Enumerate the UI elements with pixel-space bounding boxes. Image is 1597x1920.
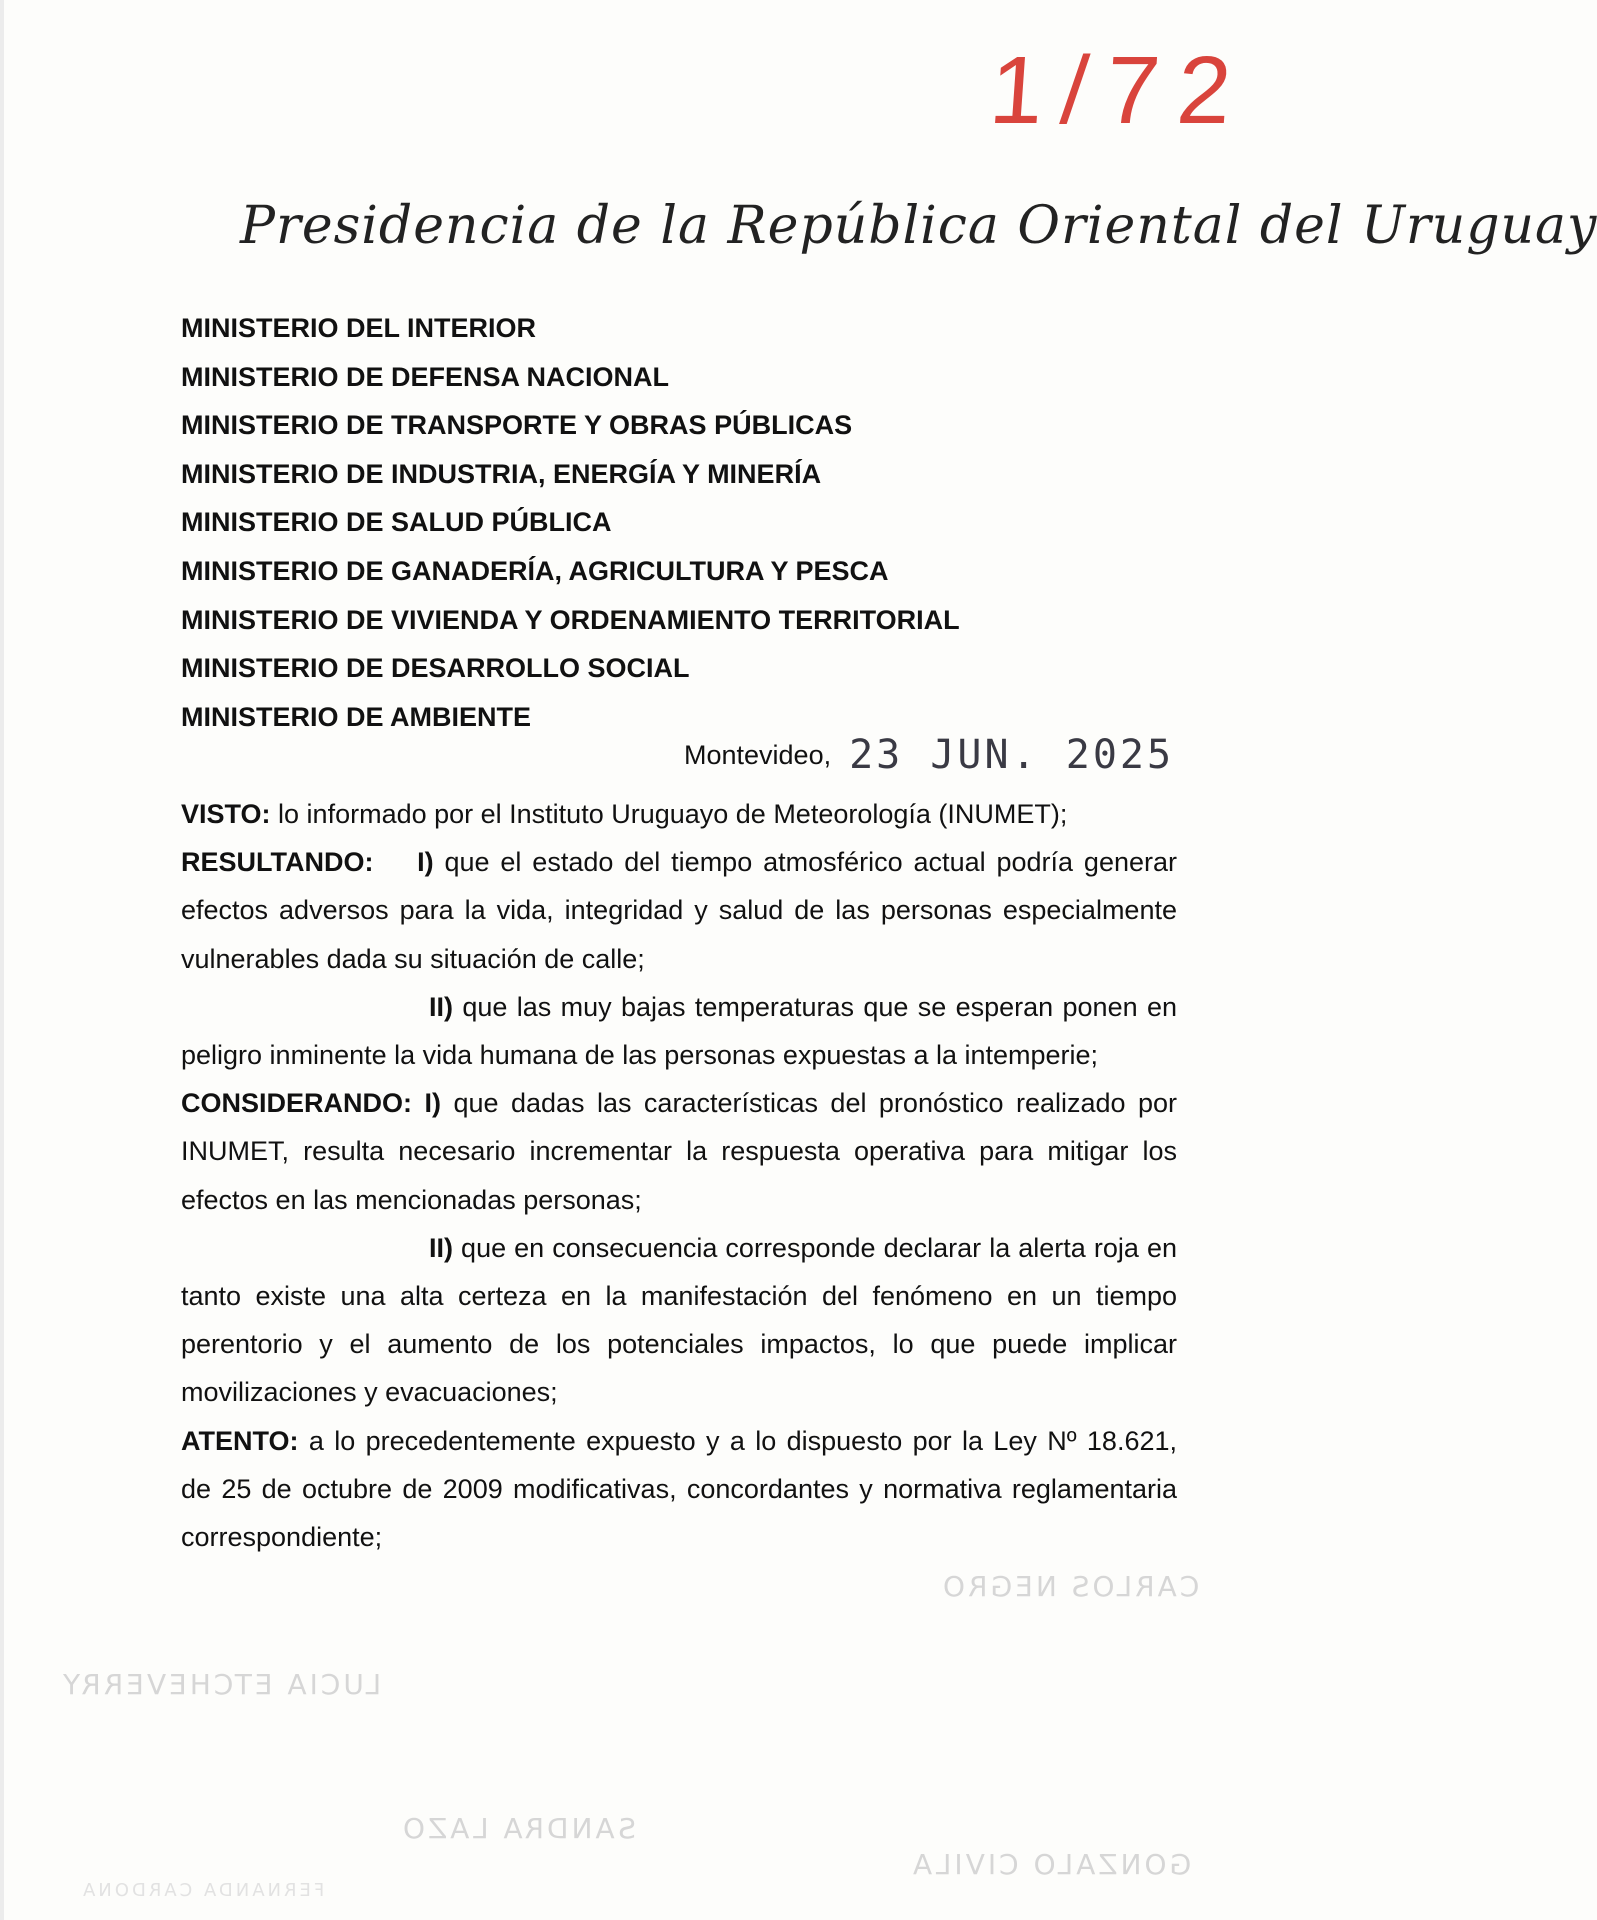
- ministry-item: MINISTERIO DE DEFENSA NACIONAL: [181, 361, 670, 392]
- visto-paragraph: [181, 790, 1177, 838]
- considerando-ii-text: que en consecuencia corresponde declarar la alerta roja en tanto existe una alta certeza en la manifestación del fenómeno en un tiempo perentorio y el aumento de los potenciales impactos, lo que puede implicar movilizaciones y evacuaciones;: [181, 1232, 1177, 1408]
- visto-text: lo informado por el Instituto Uruguayo de Meteorología (INUMET);: [270, 799, 1068, 829]
- atento-text: a lo precedentemente expuesto y a lo dispuesto por la Ley Nº 18.621, de 25 de octubre de 2009 modificativas, concordantes y normativa reglamentaria correspondiente;: [181, 1425, 1177, 1553]
- folio-stamp: 1/72: [986, 37, 1253, 144]
- document-body: [181, 790, 1177, 1561]
- considerando-i-label: I): [424, 1088, 441, 1119]
- considerando-label: CONSIDERANDO:: [181, 1088, 413, 1119]
- date-stamp: 23 JUN. 2025: [849, 732, 1175, 778]
- resultando-ii-label: II): [429, 991, 453, 1022]
- resultando-i-label: I): [417, 847, 434, 878]
- ministry-item: MINISTERIO DEL INTERIOR: [181, 313, 537, 343]
- ministry-item: MINISTERIO DE AMBIENTE: [181, 701, 532, 732]
- date-line: [684, 732, 1174, 778]
- ministry-item: MINISTERIO DE SALUD PÚBLICA: [181, 507, 612, 538]
- visto-label: VISTO:: [181, 799, 271, 829]
- date-place: Montevideo,: [684, 740, 832, 770]
- considerando-i-text: que dadas las características del pronóstico realizado por INUMET, resulta necesario incrementar la respuesta operativa para mitigar los efectos en las mencionadas personas;: [181, 1088, 1177, 1215]
- resultando-ii-paragraph: [181, 983, 1177, 1079]
- ministries-list: [181, 304, 960, 741]
- bleed-through-name: SANDRA LAZO: [400, 1812, 636, 1845]
- page-edge: [0, 0, 4, 1920]
- letterhead: Presidencia de la República Oriental del Uruguay: [240, 196, 1597, 256]
- ministry-item: MINISTERIO DE TRANSPORTE Y OBRAS PÚBLICAS: [181, 410, 853, 441]
- ministry-item: MINISTERIO DE DESARROLLO SOCIAL: [181, 653, 690, 684]
- resultando-ii-text: que las muy bajas temperaturas que se esperan ponen en peligro inminente la vida humana de las personas expuestas a la intemperie;: [181, 991, 1177, 1071]
- ministry-item: MINISTERIO DE GANADERÍA, AGRICULTURA Y PESCA: [181, 555, 889, 586]
- bleed-through-name: FERNANDA CARDONA: [80, 1880, 325, 1901]
- bleed-through-name: GONZALO CIVILA: [910, 1848, 1192, 1881]
- ministry-item: MINISTERIO DE VIVIENDA Y ORDENAMIENTO TERRITORIAL: [181, 604, 960, 635]
- considerando-i-paragraph: [181, 1079, 1177, 1224]
- atento-paragraph: [181, 1417, 1177, 1562]
- resultando-label: RESULTANDO:: [181, 847, 374, 878]
- resultando-i-text: que el estado del tiempo atmosférico actual podría generar efectos adversos para la vida, integridad y salud de las personas especialmente vulnerables dada su situación de calle;: [181, 847, 1177, 974]
- resultando-i-paragraph: [181, 838, 1177, 983]
- bleed-through-name: CARLOS NEGRO: [940, 1570, 1200, 1603]
- ministry-item: MINISTERIO DE INDUSTRIA, ENERGÍA Y MINERÍA: [181, 458, 822, 489]
- atento-label: ATENTO:: [181, 1425, 299, 1456]
- bleed-through-name: LUCIA ETCHEVERRY: [60, 1668, 382, 1701]
- considerando-ii-label: II): [429, 1232, 453, 1263]
- considerando-ii-paragraph: [181, 1224, 1177, 1417]
